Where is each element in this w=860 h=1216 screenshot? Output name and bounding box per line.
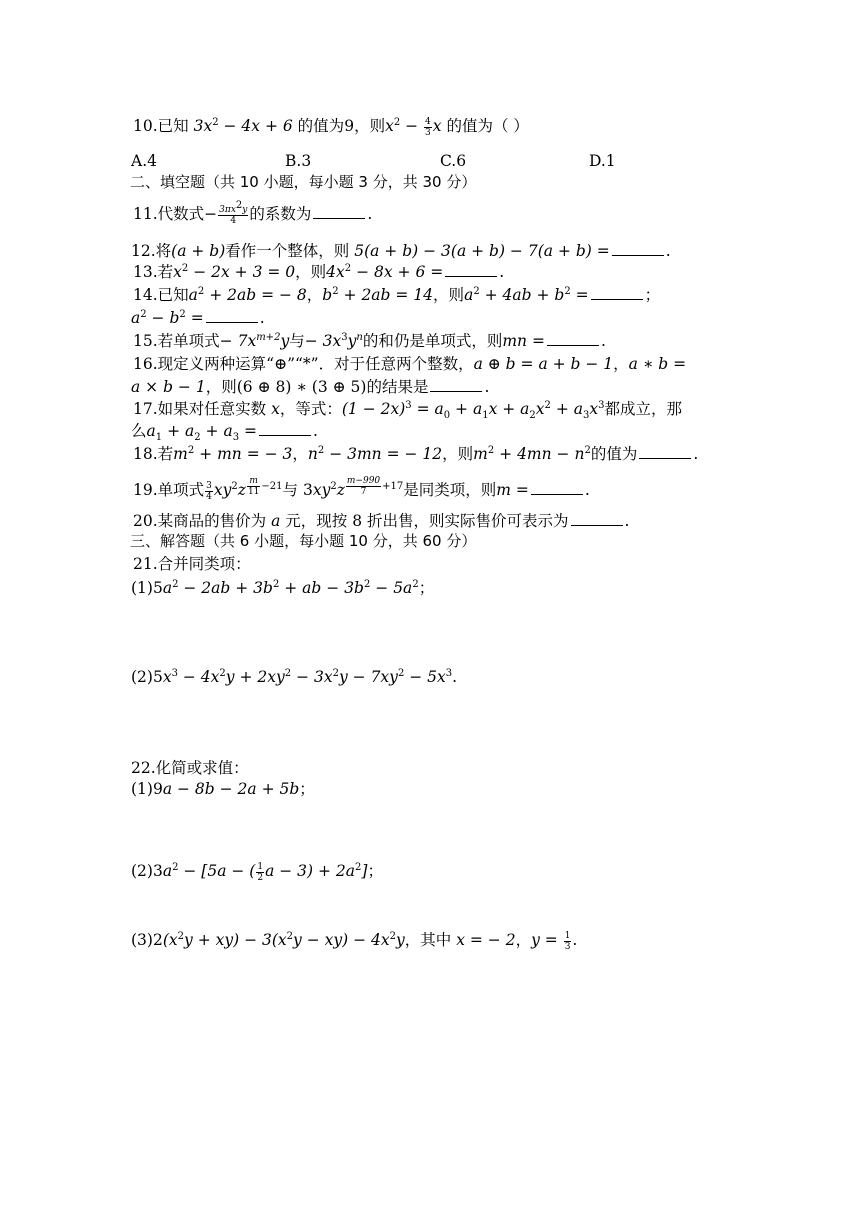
q12-text: 看作一个整体，则 <box>225 242 350 260</box>
question-number: 20. <box>133 512 158 530</box>
q19-text-2: 是同类项，则 <box>403 481 497 500</box>
q15-text: 与 <box>289 332 305 350</box>
question-number: 10. <box>133 117 158 135</box>
question-number: 22. <box>131 759 156 777</box>
q13-prefix: 若 <box>157 263 174 281</box>
question-12: 12.将(a + b)看作一个整体，则 5(a + b) − 3(a + b) − 7(a + b) = . <box>131 242 671 260</box>
q18-end: . <box>693 445 699 463</box>
question-number: 14. <box>133 286 158 304</box>
question-17: 17.如果对任意实数 x，等式：$(1 - 2x)^3 = a_0 + a_1x + a_2x^2 + a_3x^3$都成立，那 <box>133 399 683 422</box>
q12-end: . <box>665 242 671 260</box>
answer-blank[interactable] <box>531 480 583 495</box>
answer-blank[interactable] <box>445 262 497 277</box>
question-number: 18. <box>133 445 158 463</box>
q15-end: . <box>600 332 606 350</box>
question-18: 18.若$m^2$ + mn = − 3，$n^2 - 3mn$ = − 12，则$m^2 + 4mn - n^2$的值为 . <box>133 444 699 463</box>
question-15: 15.若单项式− $7x^{m+2}y$与− $3x^3y^n$的和仍是单项式，则mn = . <box>133 331 606 350</box>
answer-blank[interactable] <box>639 444 691 459</box>
q11-end: . <box>367 205 373 223</box>
question-14: 14.已知$a^2 + 2ab$ = − 8，$b^2 + 2ab = 14$，则$a^2 + 4ab + b^2$ = ； <box>133 285 661 304</box>
question-19: 19.单项式 $\frac{3}{4}$ $xy^2z$ $^{\frac{m}{11} -21}$与 $3xy^2z$ $^{\frac{m-990}{7} +17}$是同类项，则m = . <box>133 476 590 502</box>
question-14-line-2: $a^2 - b^2$ = . <box>131 308 265 327</box>
question-21-part-1: $(1)5a^2 - 2ab + 3b^2$ + ab − $3b^2 - 5a^2$； <box>131 578 435 597</box>
question-16: 16.现定义两种运算“⊕”“*”．对于任意两个整数，a ⊕ b = a + b − 1，a ∗ b = <box>133 355 687 373</box>
question-number: 11. <box>133 205 158 223</box>
q10-text-3: 的值为（ ） <box>441 117 529 135</box>
q11-text: 的系数为 <box>249 205 312 223</box>
question-number: 15. <box>133 332 158 350</box>
answer-blank[interactable] <box>313 204 365 219</box>
question-number: 13. <box>133 263 158 281</box>
question-21 <box>133 553 251 575</box>
q20-text: 元，现按 8 折出售，则实际售价可表示为 <box>285 512 569 530</box>
answer-blank[interactable] <box>547 331 599 346</box>
question-number: 19. <box>133 481 158 500</box>
q14-end-2: . <box>259 309 265 327</box>
q15-text-2: 的和仍是单项式，则 <box>362 332 503 350</box>
answer-blank[interactable] <box>206 308 258 323</box>
q14-prefix: 已知 <box>157 286 189 304</box>
question-11: 11.代数式− $\frac{3\pi x^2y}{4}$ 的系数为 . <box>133 199 373 226</box>
q16-text: 现定义两种运算“⊕”“*”．对于任意两个整数， <box>157 355 474 373</box>
question-22-part-1: (1)9a − 8b − 2a + 5b； <box>131 780 315 798</box>
q17-text-2: 都成立，那 <box>604 400 683 418</box>
q20-prefix: 某商品的售价为 <box>157 512 267 530</box>
q18-text-2: 的值为 <box>590 445 638 463</box>
q16-text-3: 的结果是 <box>366 378 429 396</box>
option-d: D.1 <box>589 152 616 170</box>
q19-end: . <box>584 481 590 500</box>
q19-prefix: 单项式 <box>157 481 205 500</box>
section-2-title: 二、填空题（共 10 小题，每小题 3 分，共 30 分） <box>130 173 477 191</box>
question-13: 13.若$x^2 - 2x + 3 = 0$，则$4x^2 - 8x + 6$ = . <box>133 262 505 281</box>
q10-text: 的值为 <box>292 117 345 135</box>
answer-blank[interactable] <box>571 511 623 526</box>
answer-blank[interactable] <box>430 377 482 392</box>
q19-text: 与 <box>282 481 299 500</box>
q16-text-2: ，则 <box>205 378 237 396</box>
q13-text: ，则 <box>295 263 327 281</box>
q10-value: 9 <box>344 117 355 135</box>
question-10: 10.已知 $3x^2 - 4x + 6$ 的值为9，则$x^2$ − $\frac{4}{3}$ x 的值为（ ） <box>133 116 529 138</box>
question-number: 21. <box>133 555 158 573</box>
answer-blank[interactable] <box>612 241 664 256</box>
q10-text-2: ，则 <box>354 117 386 135</box>
q13-end: . <box>499 263 505 281</box>
question-number: 17. <box>133 400 158 418</box>
question-17-line-2: 么$a_1 + a_2 + a_3$ = . <box>131 422 318 444</box>
option-c: C.6 <box>440 152 467 170</box>
answer-blank[interactable] <box>259 421 311 436</box>
q22-title: 化简或求值： <box>155 759 249 777</box>
option-a: A.4 <box>131 152 157 170</box>
q11-prefix: 代数式 <box>157 205 205 223</box>
question-16-line-2: a × b − 1，则(6 ⊕ 8) ∗ (3 ⊕ 5)的结果是 . <box>131 378 490 396</box>
question-20: 20.某商品的售价为 a 元，现按 8 折出售，则实际售价可表示为 . <box>133 512 630 530</box>
q17-end: . <box>313 422 318 440</box>
q21-title: 合并同类项： <box>157 555 251 573</box>
q18-prefix: 若 <box>157 445 174 463</box>
q20-end: . <box>624 512 630 530</box>
q18-text: ，则 <box>442 445 474 463</box>
option-b: B.3 <box>285 152 312 170</box>
q17-text: ，等式： <box>279 400 342 418</box>
question-22 <box>131 757 249 779</box>
question-22-part-2: $(2)3a^2 - [5a$ − ( $\frac{1}{2}$ $a - 3) + 2a^2$]； <box>131 861 383 883</box>
question-22-part-3: $(3)2(x^2y + xy) - 3(x^2y - xy) - 4x^2y$，其中 x = − 2，y = $\frac{1}{3}$ . <box>131 930 578 952</box>
q14-end-1: ； <box>644 286 661 304</box>
section-3-title: 三、解答题（共 6 小题，每小题 10 分，共 60 分） <box>130 532 477 550</box>
q12-prefix: 将 <box>155 242 172 260</box>
question-21-part-2: $(2)5x^3 - 4x^2y + 2xy^2 - 3x^2y - 7xy^2 - 5x^3$. <box>131 667 458 686</box>
q17-prefix: 如果对任意实数 <box>157 400 267 418</box>
answer-blank[interactable] <box>591 285 643 300</box>
question-number: 16. <box>133 355 158 373</box>
q10-prefix: 已知 <box>157 117 189 135</box>
question-number: 12. <box>131 242 156 260</box>
q16-end: . <box>484 378 490 396</box>
q17-text-3: 么 <box>131 422 147 440</box>
q15-prefix: 若单项式 <box>157 332 220 350</box>
